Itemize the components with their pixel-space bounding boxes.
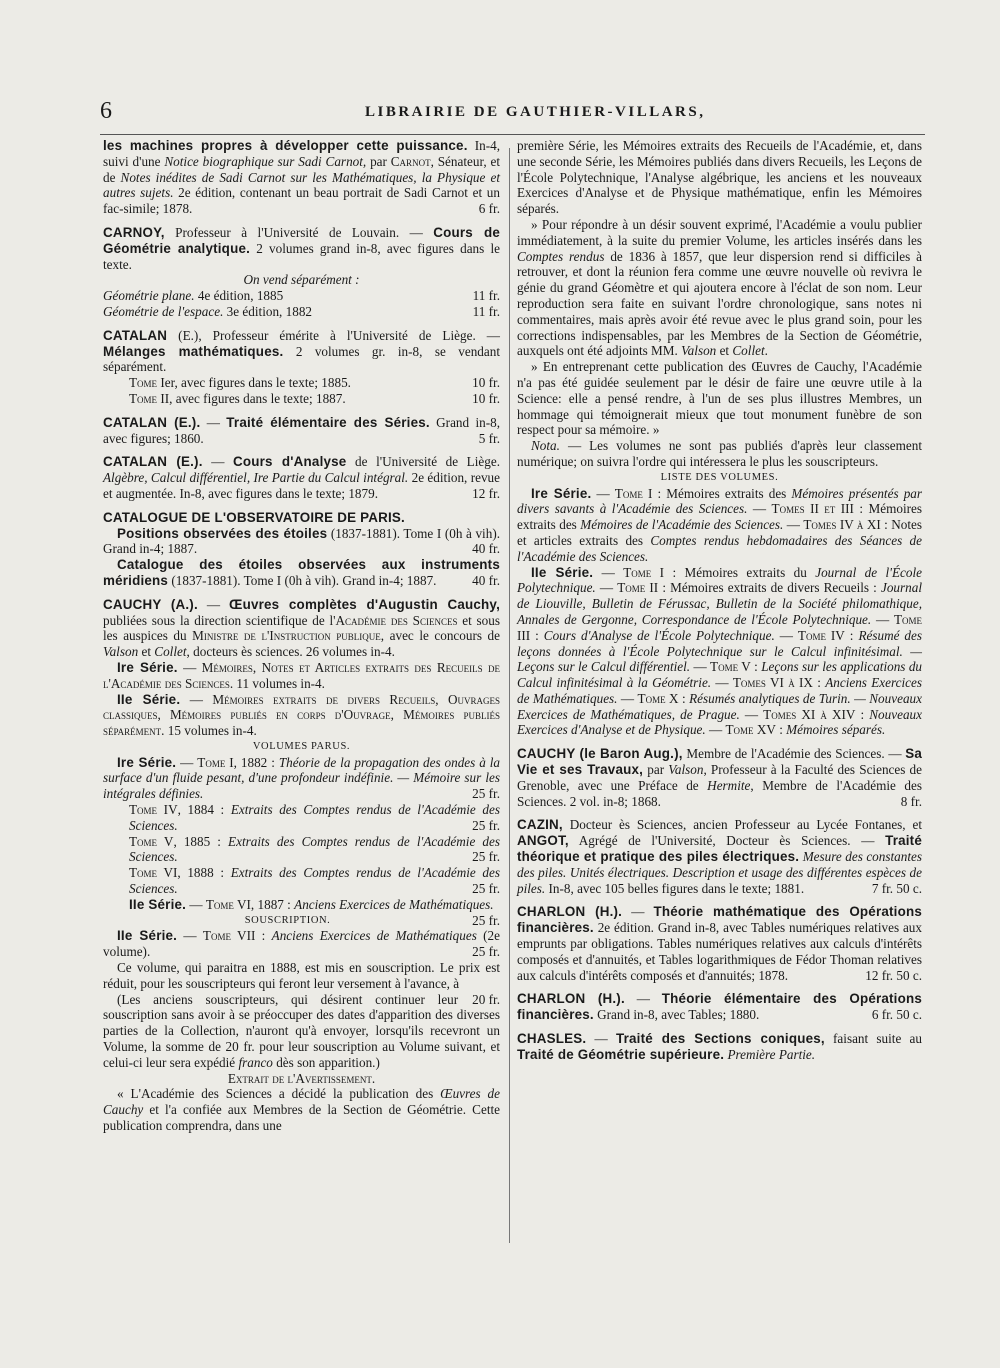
section-heading: VOLUMES PARUS.	[252, 740, 351, 752]
entry-catalan-series: CATALAN (E.). — Traité élémentaire des Séries. Grand in-8, avec figures; 1860. 5 fr.	[103, 414, 500, 446]
running-head: LIBRAIRIE DE GAUTHIER-VILLARS,	[365, 104, 706, 120]
price: 10 fr.	[472, 375, 500, 391]
entry-cauchy-oeuvres: CAUCHY (A.). — Œuvres complètes d'Augustin Cauchy, publiées sous la direction scientifique de l'Académie des Sciences et sous les auspices du Ministre de l'Instruction publique, avec le concours de Valson et Collet, docteurs ès sciences. 26 volumes in-4. Ire Série. — Mémoires, Notes et Articles extraits des Recueils de l'Académie des Sciences. 11 volumes in-4. IIe Série. — Mémoires extraits de divers Recueils, Ouvrages classiques, Mémoires publiés en corps d'Ouvrage, Mémoires publiés séparément. 15 volumes in-4. VOLUMES PARUS. Ire Série. — Tome I, 1882 : Théorie de la propagation des ondes à la surface d'un fluide pesant, d'une profondeur indéfinie. — Mémoire sur les intégrales définies. 25 fr. Tome IV, 1884 : Extraits des Comptes rendus de l'Académie des Sciences. 25 fr. Tome V, 1885 : Extraits des Comptes rendus de l'Académie des Sciences. 25 fr. Tome VI, 1888 : Extraits des Comptes rendus de l'Académie des Sciences. 25 fr. IIe Série. — Tome VI, 1887 : Anciens Exercices de Mathématiques. 25 fr. SOUSCRIPTION. IIe Série. — Tome VII : Anciens Exercices de Mathématiques (2e volume). 25 fr. Ce volume, qui paraitra en 1888, est mis en souscription. Le prix est réduit, pour les souscripteurs qui feront leur versement à l'avance, à 20 fr. (Les anciens souscripteurs, qui désirent continuer leur souscription sans avoir à se préoccuper des dates d'apparition des diverses parties de la Collection, n'auront qu'à envoyer, lorsqu'ils recevront un Volume, la somme de 20 fr. pour leur souscription au Volume suivant, et celui-ci leur sera expédié franco dès son apparition.) Extrait de l'Avertissement. « L'Académie des Sciences a décidé la publication des Œuvres de Cauchy et l'a confiée aux Membres de la Section de Géométrie. Cette publication comprendra, dans une	[103, 596, 501, 1134]
left-column	[103, 138, 500, 1134]
author-name: CATALOGUE DE L'OBSERVATOIRE DE PARIS.	[103, 509, 405, 525]
entry-charlon-elementaire: CHARLON (H.). — Théorie élémentaire des Opérations financières. Grand in-8, avec Tables; 1880. 6 fr. 50 c.	[517, 991, 923, 1023]
author-name: CATALAN (E.).	[103, 414, 201, 430]
price: 11 fr.	[472, 288, 500, 304]
price: 12 fr.	[472, 485, 500, 501]
work-title: Théorie élémentaire des Opérations financières.	[517, 991, 923, 1023]
price: 25 fr.	[472, 817, 500, 833]
price: 6 fr. 50 c.	[871, 1007, 922, 1023]
entry-carnoy: CARNOY, Professeur à l'Université de Louvain. — Cours de Géométrie analytique. 2 volumes grand in-8, avec figures dans le texte. On vend séparément : Géométrie plane. 4e édition, 1885 11 fr. Géométrie de l'espace. 3e édition, 1882 11 fr.	[103, 224, 500, 319]
price: 11 fr.	[472, 303, 500, 319]
work-title-2: Traité de Géométrie supérieure.	[517, 1046, 725, 1062]
avertissement-continued: première Série, les Mémoires extraits des Recueils de l'Académie, et, dans une seconde Série, les Mémoires publiés dans divers Recueils, les Leçons de l'École Polytechnique, l'Analyse algébrique, les anciens et les nouveaux Exercices d'Analyse et de Physique mathématique, enfin les Mémoires séparés. » Pour répondre à un désir souvent exprimé, l'Académie a voulu publier immédiatement, à la suite du premier Volume, les articles insérés dans les Comptes rendus de 1836 à 1857, que leur dispersion rend si difficiles à retrouver, et dont la réunion fera comme une œuvre nouvelle où revivra le génie du grand Géomètre et qui ajoutera encore à l'éclat de son nom. Leur reproduction sera faite en suivant l'ordre chronologique, sans notes ni commentaires, mais après avoir été revue avec le plus grand soin, pour les corrections indispensables, par les Membres de la Section de Géométrie, auxquels ont été adjoints MM. Valson et Collet. » En entreprenant cette publication des Œuvres de Cauchy, l'Académie n'a pas été guidée seulement par le désir de faire une œuvre utile à la Science: elle a pensé rendre, à l'un de ses plus illustres Membres, un hommage qui témoignerait mieux que tout monument funèbre de son respect pour sa mémoire. » Nota. — Les volumes ne sont pas publiés d'après leur classement numérique; on suivra l'ordre qui intéressera le plus les souscripteurs.	[517, 138, 922, 469]
liste-des-volumes: LISTE DES VOLUMES. Ire Série. — Tome I : Mémoires extraits des Mémoires présentés par divers savants à l'Académie des Sciences. — Tomes II et III : Mémoires extraits des Mémoires de l'Académie des Sciences. — Tomes IV à XI : Notes et articles extraits des Comptes rendus hebdomadaires des Séances de l'Académie des Sciences. IIe Série. — Tome I : Mémoires extraits du Journal de l'École Polytechnique. — Tome II : Mémoires extraits de divers Recueils : Journal de Liouville, Bulletin de Férussac, Bulletin de la Société philomathique, Annales de Gergonne, Correspondance de l'École Polytechnique. — Tome III : Cours d'Analyse de l'École Polytechnique. — Tome IV : Résumé des leçons données à l'École Polytechnique sur le Calcul infinitésimal. — Leçons sur le Calcul différentiel. — Tome V : Leçons sur les applications du Calcul infinitésimal à la Géométrie. — Tomes VI à IX : Anciens Exercices de Mathématiques. — Tome X : Résumés analytiques de Turin. — Nouveaux Exercices de Mathématiques, de Prague. — Tomes XI à XIV : Nouveaux Exercices d'Analyse et de Physique. — Tome XV : Mémoires séparés.	[517, 471, 923, 738]
work-title: Cours de Géométrie analytique.	[103, 224, 500, 256]
author-name: CAUCHY (le Baron Aug.),	[517, 746, 683, 762]
price: 25 fr.	[472, 881, 500, 897]
price: 40 fr.	[472, 572, 500, 588]
page-number: 6	[100, 98, 112, 124]
entry-carnot-continued: les machines propres à développer cette puissance. In-4, suivi d'une Notice biographique sur Sadi Carnot, par Carnot, Sénateur, et de Notes inédites de Sadi Carnot sur les Mathématiques, la Physique et autres sujets. 2e édition, contenant un beau portrait de Sadi Carnot et un fac-simile; 1878. 6 fr.	[103, 138, 501, 217]
author-name: CHASLES.	[517, 1031, 587, 1047]
section-heading: Extrait de l'Avertissement.	[227, 1070, 376, 1086]
work-title: Traité théorique et pratique des piles électriques.	[517, 833, 922, 865]
author-name: CHARLON (H.).	[517, 991, 625, 1007]
right-column	[517, 138, 922, 1063]
entry-chasles: CHASLES. — Traité des Sections coniques, faisant suite au Traité de Géométrie supérieure. Première Partie.	[517, 1031, 922, 1062]
entry-cazin-angot: CAZIN, Docteur ès Sciences, ancien Professeur au Lycée Fontanes, et ANGOT, Agrégé de l'Université, Docteur ès Sciences. — Traité théorique et pratique des piles électriques. Mesure des constantes des piles. Unités électriques. Description et usage des différentes espèces de piles. In-8, avec 105 belles figures dans le texte; 1881. 7 fr. 50 c.	[517, 817, 923, 896]
price: 40 fr.	[472, 541, 500, 557]
price: 7 fr. 50 c.	[871, 880, 922, 896]
author-name-2: ANGOT,	[517, 833, 569, 849]
author-name: CAZIN,	[517, 817, 563, 833]
entry-catalan-analyse: CATALAN (E.). — Cours d'Analyse de l'Université de Liège. Algèbre, Calcul différentiel, Ire Partie du Calcul intégral. 2e édition, revue et augmentée. In-8, avec figures dans le texte; 1879. 12 fr.	[103, 454, 501, 501]
author-name: CATALAN	[103, 327, 168, 343]
price: 25 fr.	[472, 849, 500, 865]
author-name: CAUCHY (A.).	[103, 596, 198, 612]
author-name: CHARLON (H.).	[517, 904, 623, 920]
price: 20 fr.	[472, 991, 500, 1007]
entry-charlon-mathematique: CHARLON (H.). — Théorie mathématique des Opérations financières. 2e édition. Grand in-8, avec Tables numériques relatives aux emprunts par obligations. Tables numériques relatives aux calculs d'intérêts composés et d'annuités, et Tables logarithmiques de Fédor Thoman relatives aux calculs d'intérêts composés et d'annuités; 1878. 12 fr. 50 c.	[517, 904, 923, 983]
entry-cauchy-vie: CAUCHY (le Baron Aug.), Membre de l'Académie des Sciences. — Sa Vie et ses Travaux, par Valson, Professeur à la Faculté des Sciences de Grenoble, avec une Préface de Hermite, Membre de l'Académie des Sciences. 2 vol. in-8; 1868. 8 fr.	[517, 746, 922, 809]
page-header	[100, 98, 930, 132]
work-title: Œuvres complètes d'Augustin Cauchy,	[229, 596, 501, 612]
work-title: Sa Vie et ses Travaux,	[517, 746, 922, 778]
work-title: Traité élémentaire des Séries.	[226, 414, 430, 430]
section-heading: SOUSCRIPTION.	[244, 914, 331, 926]
price: 10 fr.	[472, 390, 500, 406]
work-title: Traité des Sections coniques,	[615, 1031, 825, 1047]
work-title: Cours d'Analyse	[233, 454, 347, 470]
header-rule	[100, 134, 925, 135]
section-heading: LISTE DES VOLUMES.	[660, 471, 779, 483]
price: 12 fr. 50 c.	[865, 967, 922, 983]
work-title: Mélanges mathématiques.	[103, 343, 284, 359]
price: 25 fr.	[472, 912, 500, 928]
price: 25 fr.	[472, 944, 500, 960]
entry-catalan-melanges: CATALAN (E.), Professeur émérite à l'Université de Liège. — Mélanges mathématiques. 2 volumes gr. in-8, se vendant séparément. Tome Ier, avec figures dans le texte; 1885. 10 fr. Tome II, avec figures dans le texte; 1887. 10 fr.	[103, 327, 500, 406]
work-title: Positions observées des étoiles	[117, 525, 328, 541]
price: 6 fr.	[478, 201, 500, 217]
author-name: CATALAN (E.).	[103, 454, 203, 470]
price: 25 fr.	[472, 786, 500, 802]
entry-observatoire: CATALOGUE DE L'OBSERVATOIRE DE PARIS. Positions observées des étoiles (1837-1881). Tome I (0h à vih). Grand in-4; 1887. 40 fr. Catalogue des étoiles observées aux instruments méridiens (1837-1881). Tome I (0h à vih). Grand in-4; 1887. 40 fr.	[103, 509, 501, 588]
work-title: Catalogue des étoiles observées aux instruments méridiens	[103, 557, 500, 588]
column-divider	[509, 148, 510, 1243]
work-title: Théorie mathématique des Opérations financières.	[517, 904, 923, 936]
price: 5 fr.	[478, 430, 500, 446]
author-name: CARNOY,	[103, 224, 165, 240]
price: 8 fr.	[900, 793, 922, 809]
